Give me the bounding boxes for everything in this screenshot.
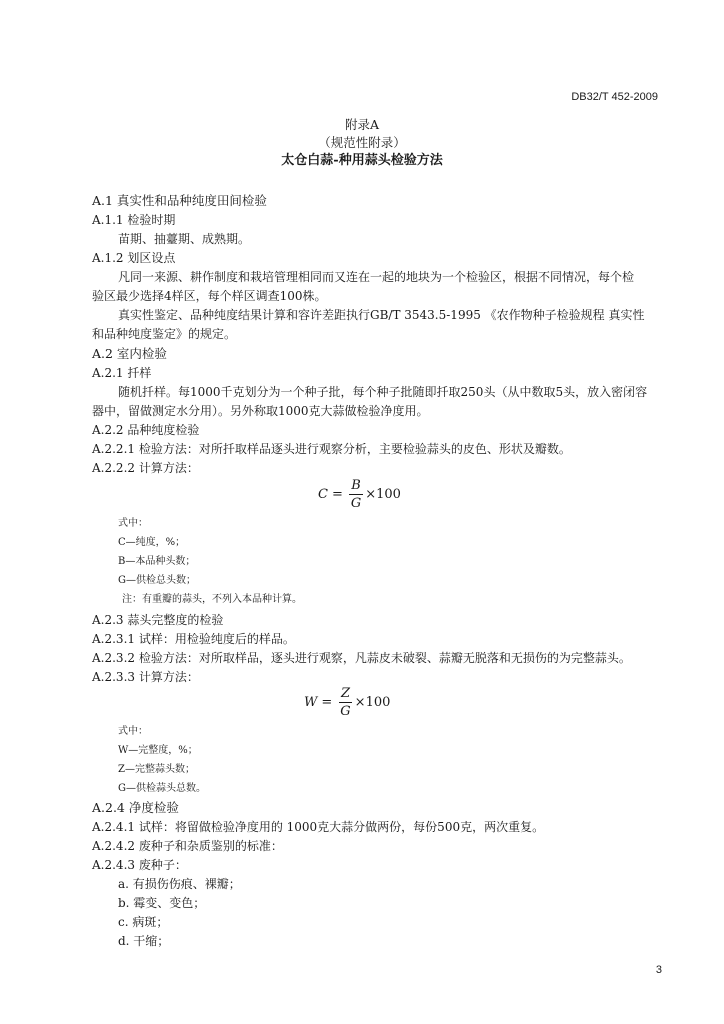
subsection-heading: A.1.1 检验时期: [92, 213, 176, 227]
subsection-heading: A.2.3 蒜头完整度的检验: [92, 613, 224, 627]
completeness-formula: [304, 686, 390, 719]
variable-definition: B—本品种头数；: [118, 556, 196, 567]
formula-numerator: B: [351, 478, 361, 493]
formula-where-label: 式中：: [118, 518, 148, 529]
list-item: c. 病斑；: [118, 915, 169, 929]
clause-line: A.2.4.2 废种子和杂质鉴别的标准：: [92, 839, 283, 853]
appendix-title: 太仓白蒜-种用蒜头检验方法: [281, 153, 443, 168]
formula-where-label: 式中：: [118, 726, 148, 737]
subsection-heading: A.2.4 净度检验: [92, 800, 179, 815]
clause-line: A.2.3.3 计算方法：: [92, 670, 199, 684]
list-item: d. 干缩；: [118, 934, 170, 948]
appendix-type: （规范性附录）: [318, 135, 406, 150]
page-number: 3: [655, 964, 662, 976]
formula-denominator: G: [350, 496, 362, 511]
clause-line: A.2.4.1 试样：将留做检验净度用的 1000克大蒜分做两份，每份500克，两次重复。: [92, 820, 545, 834]
section-heading: A.2 室内检验: [92, 346, 167, 361]
purity-formula: [318, 478, 401, 511]
formula-multiplier: ×100: [354, 695, 391, 710]
paragraph-line: 随机扦样。每1000千克划分为一个种子批，每个种子批随即扦取250头（从中数取5头，放入密闭容: [118, 385, 648, 399]
section-heading: A.1 真实性和品种纯度田间检验: [92, 193, 267, 208]
subsection-heading: A.2.1 扦样: [92, 366, 152, 380]
paragraph-line: 器中，留做测定水分用）。另外称取1000克大蒜做检验净度用。: [92, 404, 429, 418]
paragraph-line: 真实性鉴定、品种纯度结果计算和容许差距执行GB/T 3543.5-1995 《农作物种子检验规程 真实性: [118, 308, 645, 322]
formula-lhs: C: [318, 487, 328, 502]
paragraph-line: 验区最少选择4样区，每个样区调查100株。: [92, 289, 327, 303]
clause-line: A.2.3.2 检验方法：对所取样品，逐头进行观察，凡蒜皮未破裂、蒜瓣无脱落和无损伤的为完整蒜头。: [92, 651, 631, 665]
note-line: 注：有重瓣的蒜头，不列入本品种计算。: [122, 594, 302, 605]
subsection-heading: A.2.2 品种纯度检验: [92, 423, 200, 437]
appendix-label: 附录A: [344, 117, 380, 132]
variable-definition: Z—完整蒜头数；: [118, 764, 195, 775]
list-item: a. 有损伤伤痕、裸瓣；: [118, 877, 241, 891]
paragraph-line: 和品种纯度鉴定》的规定。: [92, 327, 237, 341]
subsection-heading: A.1.2 划区设点: [92, 251, 176, 265]
formula-fraction: [349, 478, 363, 511]
clause-line: A.2.3.1 试样：用检验纯度后的样品。: [92, 632, 295, 646]
list-item: b. 霉变、变色；: [118, 896, 206, 910]
variable-definition: W—完整度，%；: [118, 745, 198, 756]
clause-line: A.2.2.2 计算方法：: [92, 461, 199, 475]
clause-line: A.2.4.3 废种子：: [92, 858, 187, 872]
paragraph-line: 苗期、抽薹期、成熟期。: [118, 232, 251, 246]
formula-equals: =: [321, 695, 333, 710]
formula-numerator: Z: [340, 686, 350, 701]
formula-fraction: [338, 686, 352, 719]
variable-definition: G—供检总头数；: [118, 575, 196, 586]
formula-equals: =: [331, 487, 343, 502]
clause-line: A.2.2.1 检验方法：对所扦取样品逐头进行观察分析，主要检验蒜头的皮色、形状及瓣数。: [92, 442, 571, 456]
paragraph-line: 凡同一来源、耕作制度和栽培管理相同而又连在一起的地块为一个检验区，根据不同情况，每个检: [118, 270, 635, 284]
document-number: DB32/T 452-2009: [571, 91, 658, 103]
variable-definition: C—纯度，%；: [118, 537, 186, 548]
formula-denominator: G: [340, 704, 351, 719]
formula-multiplier: ×100: [365, 487, 401, 502]
formula-lhs: W: [304, 695, 318, 710]
variable-definition: G—供检蒜头总数。: [118, 783, 206, 794]
